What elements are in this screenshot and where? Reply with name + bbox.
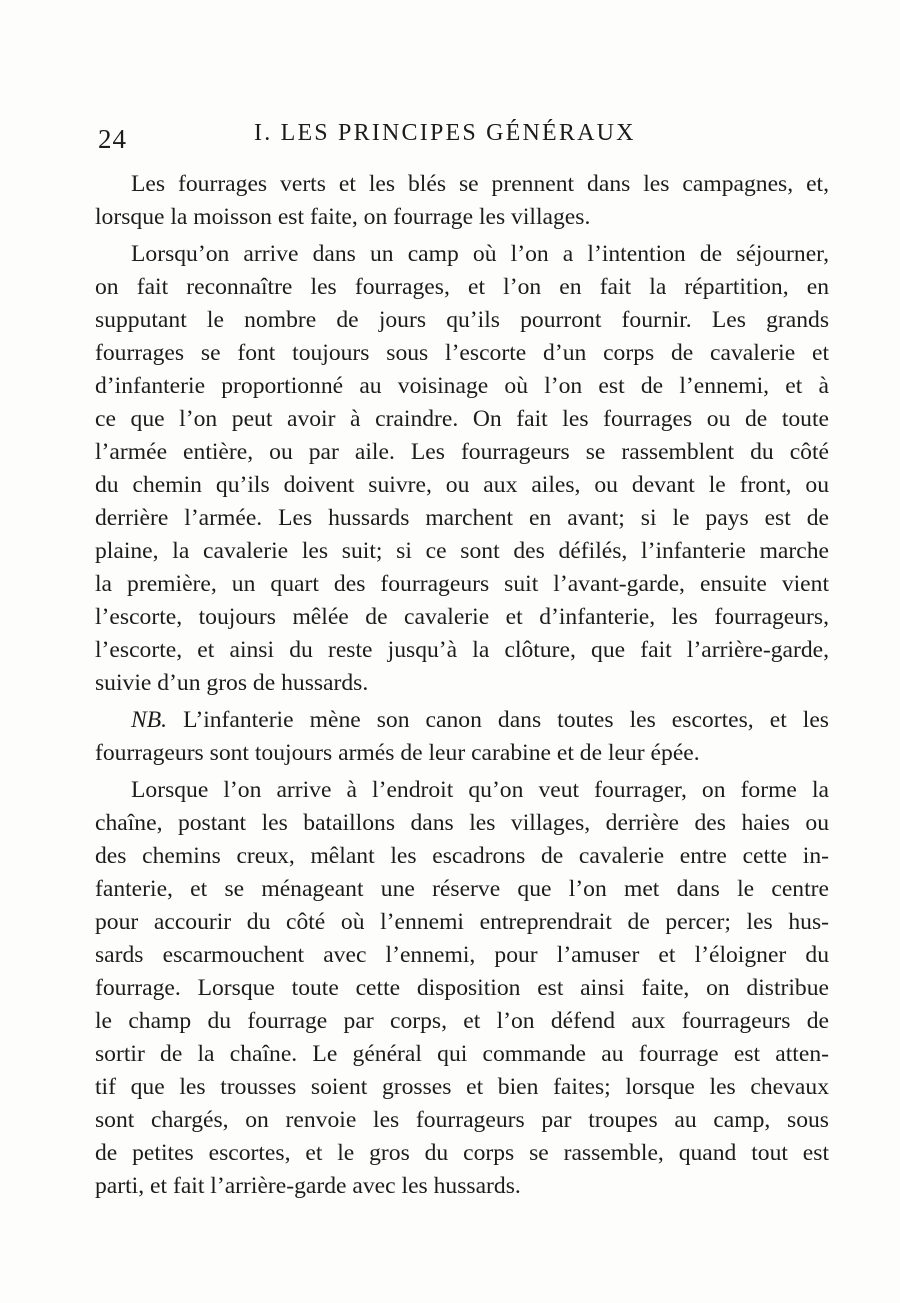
text-line: l’escorte, toujours mêlée de cavalerie et d’infanterie, les fourrageurs, <box>95 604 829 630</box>
text-line: parti, et fait l’arrière-garde avec les hussards. <box>95 1173 521 1199</box>
text-line: fanterie, et se ménageant une réserve que l’on met dans le centre <box>95 876 829 902</box>
text-line: ce que l’on peut avoir à craindre. On fait les fourrages ou de toute <box>95 406 829 432</box>
text-line: plaine, la cavalerie les suit; si ce sont des défilés, l’infanterie marche <box>95 538 829 564</box>
text-line: derrière l’armée. Les hussards marchent en avant; si le pays est de <box>95 505 829 531</box>
text-line: d’infanterie proportionné au voisinage où l’on est de l’ennemi, et à <box>95 373 829 399</box>
paragraph <box>95 704 829 770</box>
text-line: Lorsqu’on arrive dans un camp où l’on a l’intention de séjourner, <box>131 241 829 267</box>
text-line: de petites escortes, et le gros du corps se rassemble, quand tout est <box>95 1140 829 1166</box>
text-line: des chemins creux, mêlant les escadrons de cavalerie entre cette in- <box>95 843 829 869</box>
body-text <box>95 168 829 1203</box>
text-line: pour accourir du côté où l’ennemi entreprendrait de percer; les hus- <box>95 909 829 935</box>
text-line: on fait reconnaître les fourrages, et l’on en fait la répartition, en <box>95 274 829 300</box>
text-line: lorsque la moisson est faite, on fourrage les villages. <box>95 204 591 230</box>
text-line: la première, un quart des fourrageurs suit l’avant-garde, ensuite vient <box>95 571 829 597</box>
text-line: fourrages se font toujours sous l’escorte d’un corps de cavalerie et <box>95 340 829 366</box>
text-line: Les fourrages verts et les blés se prennent dans les campagnes, et, <box>131 171 829 197</box>
text-line: le champ du fourrage par corps, et l’on défend aux fourrageurs de <box>95 1008 829 1034</box>
page-number: 24 <box>98 124 127 154</box>
text-line: fourrage. Lorsque toute cette disposition est ainsi faite, on distribue <box>95 975 829 1001</box>
paragraph <box>95 168 829 234</box>
text-line: du chemin qu’ils doivent suivre, ou aux ailes, ou devant le front, ou <box>95 472 829 498</box>
text-line: suivie d’un gros de hussards. <box>95 670 369 696</box>
running-head: I. LES PRINCIPES GÉNÉRAUX <box>254 120 636 146</box>
paragraph <box>95 774 829 1203</box>
text-line: chaîne, postant les bataillons dans les villages, derrière des haies ou <box>95 810 829 836</box>
text-line: sont chargés, on renvoie les fourrageurs par troupes au camp, sous <box>95 1107 829 1133</box>
text-line <box>95 704 829 737</box>
text-line: fourrageurs sont toujours armés de leur carabine et de leur épée. <box>95 740 700 766</box>
paragraph <box>95 238 829 700</box>
text-line-rest: L’infanterie mène son canon dans toutes les escortes, et les <box>183 707 829 733</box>
text-line: supputant le nombre de jours qu’ils pourront fournir. Les grands <box>95 307 829 333</box>
text-line: sortir de la chaîne. Le général qui commande au fourrage est atten- <box>95 1041 829 1067</box>
text-line: l’escorte, et ainsi du reste jusqu’à la clôture, que fait l’arrière-garde, <box>95 637 829 663</box>
text-line: tif que les trousses soient grosses et bien faites; lorsque les chevaux <box>95 1074 829 1100</box>
text-line: l’armée entière, ou par aile. Les fourrageurs se rassemblent du côté <box>95 439 829 465</box>
nb-label: NB. <box>131 707 168 733</box>
text-line: Lorsque l’on arrive à l’endroit qu’on veut fourrager, on forme la <box>131 777 829 803</box>
page-header <box>96 118 826 158</box>
text-line: sards escarmouchent avec l’ennemi, pour l’amuser et l’éloigner du <box>95 942 829 968</box>
